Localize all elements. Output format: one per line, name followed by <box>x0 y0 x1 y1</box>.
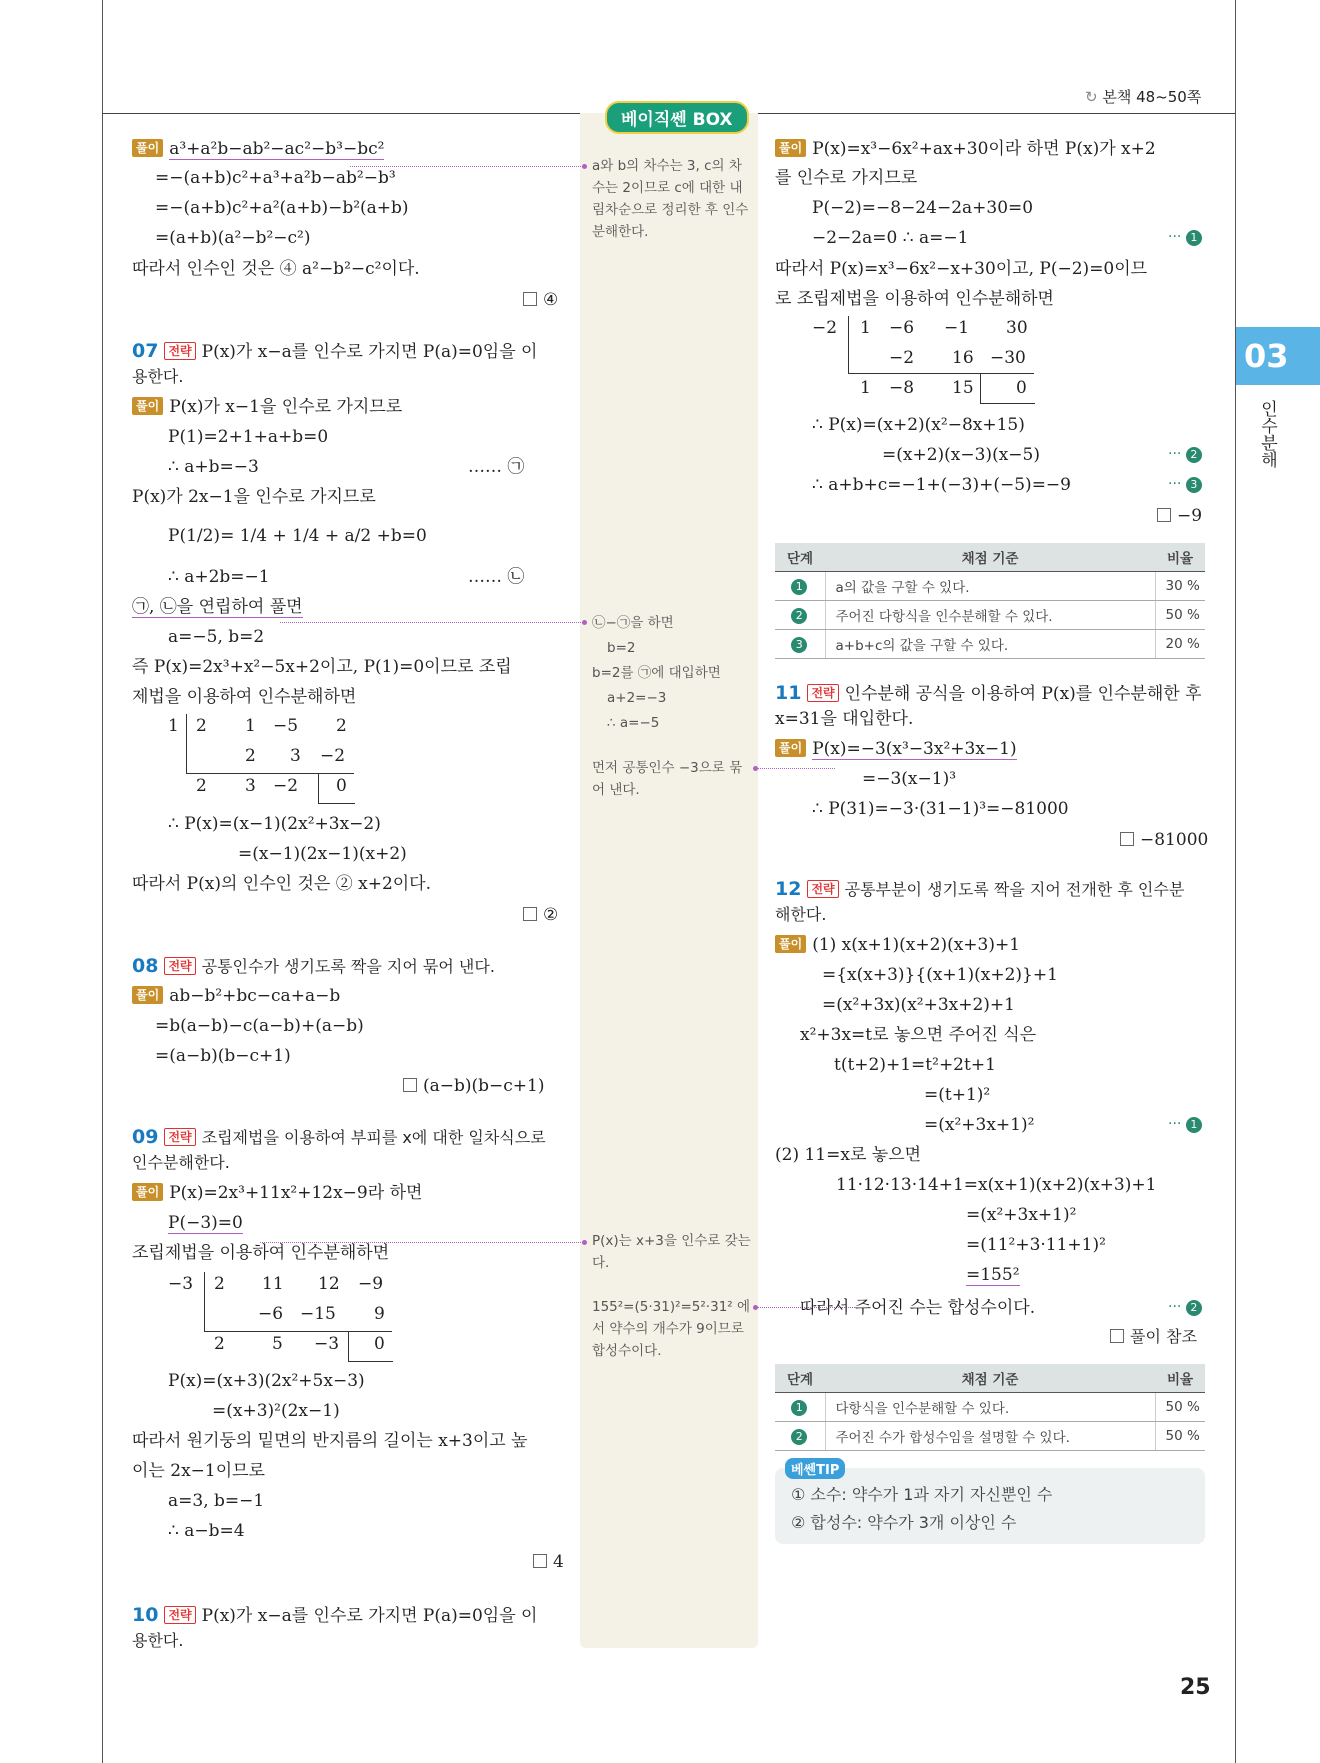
strategy-badge: 전략 <box>807 880 838 898</box>
step-circle: 2 <box>791 1429 807 1445</box>
q07-mark: …… ㉡ <box>468 567 525 587</box>
strategy-text: x=31을 대입한다. <box>775 709 914 729</box>
th: 단계 <box>775 543 825 572</box>
strategy-text: 인수분해 공식을 이용하여 P(x)를 인수분해한 후 <box>844 684 1202 704</box>
p06-line: a³+a²b−ab²−ac²−b³−bc² <box>169 139 385 159</box>
synth-cell: −9 <box>358 1274 384 1294</box>
q12-line: (1) x(x+1)(x+2)(x+3)+1 <box>812 935 1021 955</box>
q-number: 12 <box>775 878 802 900</box>
q07-line: P(1/2)= 1/4 + 1/4 + a/2 +b=0 <box>168 526 427 546</box>
q12-line: =(x²+3x+1)² <box>924 1115 1035 1135</box>
q09-line: 이는 2x−1이므로 <box>132 1461 265 1481</box>
synth-cell: −2 <box>273 776 299 796</box>
answer-icon <box>1157 508 1171 522</box>
sol-badge: 풀이 <box>775 739 806 757</box>
scoring-table-12 <box>775 1364 1205 1451</box>
q10-line: ∴ a+b+c=−1+(−3)+(−5)=−9 <box>812 475 1071 495</box>
step-mark: ··· 1 <box>1168 1116 1202 1133</box>
answer-text: ② <box>543 905 559 925</box>
synth-cell: 1 <box>860 318 871 338</box>
synth-cell: 16 <box>952 348 974 368</box>
td: 다항식을 인수분해할 수 있다. <box>825 1393 1155 1422</box>
th: 비율 <box>1155 543 1205 572</box>
connector-dot <box>753 1305 758 1310</box>
synth-cell: 3 <box>290 746 301 766</box>
step-mark: ··· 2 <box>1168 446 1202 463</box>
q12-line: 따라서 주어진 수는 합성수이다. <box>800 1298 1036 1318</box>
q07-line: a=−5, b=2 <box>168 627 265 647</box>
synth-root: −2 <box>812 318 838 338</box>
synth-cell: 3 <box>245 776 256 796</box>
box-note: a와 b의 차수는 3, c의 차수는 2이므로 c에 대한 내림차순으로 정리한 후 인수분해한다. <box>592 158 749 240</box>
strategy-badge: 전략 <box>807 684 838 702</box>
answer <box>523 289 558 311</box>
answer-text: −9 <box>1177 506 1203 526</box>
td: a의 값을 구할 수 있다. <box>825 572 1155 601</box>
q09-line: ∴ a−b=4 <box>168 1521 245 1541</box>
strategy-badge: 전략 <box>164 342 195 360</box>
q12-line: =155² <box>966 1265 1020 1285</box>
answer-icon <box>523 292 537 306</box>
q07-mark: …… ㉠ <box>468 457 525 477</box>
q09-line: P(x)=(x+3)(2x²+5x−3) <box>168 1371 365 1391</box>
answer-icon <box>1120 832 1134 846</box>
answer-icon <box>523 907 537 921</box>
box-note: b=2 <box>607 640 636 656</box>
answer <box>1110 1326 1197 1348</box>
synth-cell: −3 <box>314 1334 340 1354</box>
box-title: 베이직쎈 BOX <box>605 101 749 134</box>
sol-badge: 풀이 <box>132 986 163 1004</box>
synth-cell: −6 <box>258 1304 284 1324</box>
right-margin-line <box>1235 0 1236 1763</box>
synth-cell: 2 <box>336 716 347 736</box>
answer <box>523 904 558 926</box>
sol-badge: 풀이 <box>132 397 163 415</box>
q10-line: ∴ P(x)=(x+2)(x²−8x+15) <box>812 415 1025 435</box>
synth-remainder-box <box>348 1331 393 1362</box>
ref-icon: ↻ <box>1085 88 1098 106</box>
tip-box <box>775 1463 1205 1544</box>
connector <box>280 622 585 623</box>
q07-line: P(x)가 2x−1을 인수로 가지므로 <box>132 487 376 507</box>
basic-box-panel <box>580 113 758 1648</box>
strategy-text: P(x)가 x−a를 인수로 가지면 P(a)=0임을 이 <box>201 342 538 362</box>
book-ref <box>1085 86 1201 107</box>
q10-line: P(−2)=−8−24−2a+30=0 <box>812 198 1034 218</box>
synth-root: −3 <box>168 1274 194 1294</box>
synth-cell: 0 <box>336 776 347 796</box>
q-number: 10 <box>132 1604 159 1626</box>
synth-cell: −2 <box>320 746 346 766</box>
connector <box>755 768 835 769</box>
connector <box>350 166 585 167</box>
q07-line: P(x)가 x−1을 인수로 가지므로 <box>169 397 403 417</box>
synth-root: 1 <box>168 716 179 736</box>
td: 주어진 다항식을 인수분해할 수 있다. <box>825 601 1155 630</box>
synth-cell: −6 <box>889 318 915 338</box>
ref-text: 본책 48~50쪽 <box>1102 88 1202 106</box>
answer-icon <box>533 1554 547 1568</box>
synth-cell: 1 <box>245 716 256 736</box>
answer <box>403 1075 545 1097</box>
tip-line: ② 합성수: 약수가 3개 이상인 수 <box>791 1513 1017 1532</box>
sol-badge: 풀이 <box>775 139 806 157</box>
chapter-title: 인수분해 <box>1257 400 1277 468</box>
answer <box>1120 829 1208 851</box>
q11-line: ∴ P(31)=−3·(31−1)³=−81000 <box>812 799 1069 819</box>
th: 단계 <box>775 1364 825 1393</box>
synth-cell: 15 <box>952 378 974 398</box>
q12-line: 11·12·13·14+1=x(x+1)(x+2)(x+3)+1 <box>836 1175 1157 1195</box>
box-note: a+2=−3 <box>607 690 667 706</box>
q10-line: 따라서 P(x)=x³−6x²−x+30이고, P(−2)=0이므 <box>775 259 1148 279</box>
connector <box>260 1242 585 1243</box>
synth-cell: 2 <box>245 746 256 766</box>
q09-line: a=3, b=−1 <box>168 1491 265 1511</box>
p06-line: =−(a+b)c²+a³+a²b−ab²−b³ <box>155 168 396 188</box>
q12-line: =(11²+3·11+1)² <box>966 1235 1106 1255</box>
q09-line: 조립제법을 이용하여 인수분해하면 <box>132 1243 390 1263</box>
step-mark: ··· 3 <box>1168 476 1202 493</box>
td: 주어진 수가 합성수임을 설명할 수 있다. <box>825 1422 1155 1451</box>
box-note: P(x)는 x+3을 인수로 갖는다. <box>592 1233 751 1271</box>
q-number: 08 <box>132 955 159 977</box>
strategy-text: 조립제법을 이용하여 부피를 x에 대한 일차식으로 <box>201 1128 546 1147</box>
step-circle: 2 <box>791 608 807 624</box>
q10-line: P(x)=x³−6x²+ax+30이라 하면 P(x)가 x+2 <box>812 139 1156 159</box>
sol-badge: 풀이 <box>775 935 806 953</box>
answer <box>1157 505 1202 527</box>
synth-cell: −30 <box>990 348 1026 368</box>
step-circle: 1 <box>1186 230 1202 246</box>
q10-line: 를 인수로 가지므로 <box>775 168 918 188</box>
tip-title: 베쎈TIP <box>785 1458 845 1479</box>
chapter-tab: 03 <box>1236 327 1320 385</box>
q-number: 09 <box>132 1126 159 1148</box>
q09-line: =(x+3)²(2x−1) <box>212 1401 340 1421</box>
strategy-text: 공통인수가 생기도록 짝을 지어 묶어 낸다. <box>201 957 495 976</box>
q08-line: ab−b²+bc−ca+a−b <box>169 986 341 1006</box>
synth-cell: 9 <box>374 1304 385 1324</box>
q10-line: 로 조립제법을 이용하여 인수분해하면 <box>775 289 1054 309</box>
synth-cell: 11 <box>262 1274 284 1294</box>
q07-line: ∴ a+b=−3 <box>168 457 259 477</box>
q12-line: ={x(x+3)}{(x+1)(x+2)}+1 <box>822 965 1058 985</box>
q07-line: 따라서 P(x)의 인수인 것은 ② x+2이다. <box>132 874 432 894</box>
synth-cell: −2 <box>889 348 915 368</box>
synth-cell: 0 <box>374 1334 385 1354</box>
answer-icon <box>1110 1329 1124 1343</box>
page-number: 25 <box>1180 1675 1211 1700</box>
answer-icon <box>403 1078 417 1092</box>
q12-line: =(x²+3x+1)² <box>966 1205 1077 1225</box>
step-circle: 1 <box>1186 1117 1202 1133</box>
q07-line: ㉠, ㉡을 연립하여 풀면 <box>132 597 303 617</box>
q07-line: 즉 P(x)=2x³+x²−5x+2이고, P(1)=0이므로 조립 <box>132 657 512 677</box>
answer-text: −81000 <box>1140 830 1209 850</box>
th: 비율 <box>1155 1364 1205 1393</box>
synth-cell: 30 <box>1006 318 1028 338</box>
q11-line: =−3(x−1)³ <box>862 769 957 789</box>
strategy-text: P(x)가 x−a를 인수로 가지면 P(a)=0임을 이 <box>201 1606 538 1626</box>
q07-line: ∴ a+2b=−1 <box>168 567 270 587</box>
step-circle: 3 <box>1186 477 1202 493</box>
synth-vline <box>186 714 187 774</box>
connector-dot <box>582 164 587 169</box>
q07-line: ∴ P(x)=(x−1)(2x²+3x−2) <box>168 814 381 834</box>
q12-line: x²+3x=t로 놓으면 주어진 식은 <box>800 1025 1037 1045</box>
td: 20 % <box>1155 630 1205 659</box>
sol-badge: 풀이 <box>132 139 163 157</box>
answer-text: ④ <box>543 290 559 310</box>
synth-cell: 2 <box>214 1334 225 1354</box>
strategy-badge: 전략 <box>164 1128 195 1146</box>
synth-cell: 12 <box>318 1274 340 1294</box>
synth-cell: −15 <box>300 1304 336 1324</box>
step-mark: ··· 2 <box>1168 1299 1202 1316</box>
q12-line: =(t+1)² <box>924 1085 991 1105</box>
step-circle: 2 <box>1186 1300 1202 1316</box>
th: 채점 기준 <box>825 543 1155 572</box>
left-margin-line <box>102 0 103 1763</box>
strategy-badge: 전략 <box>164 957 195 975</box>
synth-cell: −1 <box>944 318 970 338</box>
q10-line: −2−2a=0 ∴ a=−1 <box>812 228 969 248</box>
q-number: 11 <box>775 682 802 704</box>
q07-line: P(1)=2+1+a+b=0 <box>168 427 329 447</box>
answer-text: (a−b)(b−c+1) <box>423 1076 545 1096</box>
synth-vline <box>848 316 849 374</box>
synth-cell: 2 <box>196 776 207 796</box>
th: 채점 기준 <box>825 1364 1155 1393</box>
q12-line: (2) 11=x로 놓으면 <box>775 1145 922 1165</box>
answer-text: 풀이 참조 <box>1130 1327 1197 1346</box>
answer <box>533 1551 564 1573</box>
q-number: 07 <box>132 340 159 362</box>
q12-line: t(t+2)+1=t²+2t+1 <box>834 1055 996 1075</box>
td: 50 % <box>1155 1393 1205 1422</box>
box-note: ∴ a=−5 <box>607 715 660 731</box>
strategy-badge: 전략 <box>164 1606 195 1624</box>
strategy-text: 인수분해한다. <box>132 1153 230 1172</box>
sol-badge: 풀이 <box>132 1183 163 1201</box>
q10-line: =(x+2)(x−3)(x−5) <box>882 445 1040 465</box>
q09-line: P(x)=2x³+11x²+12x−9라 하면 <box>169 1183 423 1203</box>
q07-line: 제법을 이용하여 인수분해하면 <box>132 687 357 707</box>
scoring-table-10 <box>775 543 1205 659</box>
p06-line: =−(a+b)c²+a²(a+b)−b²(a+b) <box>155 198 409 218</box>
synth-cell: 1 <box>860 378 871 398</box>
step-circle: 1 <box>791 1400 807 1416</box>
q12-line: =(x²+3x)(x²+3x+2)+1 <box>822 995 1015 1015</box>
strategy-text: 공통부분이 생기도록 짝을 지어 전개한 후 인수분 <box>844 880 1185 899</box>
q08-line: =b(a−b)−c(a−b)+(a−b) <box>155 1016 364 1036</box>
box-note: b=2를 ㉠에 대입하면 <box>592 665 721 681</box>
synth-cell: −8 <box>889 378 915 398</box>
synth-cell: 2 <box>214 1274 225 1294</box>
step-circle: 3 <box>791 637 807 653</box>
td: a+b+c의 값을 구할 수 있다. <box>825 630 1155 659</box>
q09-line: 따라서 원기둥의 밑면의 반지름의 길이는 x+3이고 높 <box>132 1431 528 1451</box>
synth-cell: 0 <box>1016 378 1027 398</box>
box-note: 155²=(5·31)²=5²·31² 에서 약수의 개수가 9이므로 합성수이다. <box>592 1299 751 1359</box>
synth-cell: 2 <box>196 716 207 736</box>
strategy-text: 용한다. <box>132 1631 184 1650</box>
q09-line: P(−3)=0 <box>168 1213 243 1233</box>
p06-line: =(a+b)(a²−b²−c²) <box>155 228 311 248</box>
q08-line: =(a−b)(b−c+1) <box>155 1046 291 1066</box>
synth-vline <box>204 1272 205 1332</box>
p06-line: 따라서 인수인 것은 ④ a²−b²−c²이다. <box>132 259 420 279</box>
q11-line: P(x)=−3(x³−3x²+3x−1) <box>812 739 1017 759</box>
step-circle: 1 <box>791 579 807 595</box>
strategy-text: 해한다. <box>775 905 827 924</box>
synth-cell: 5 <box>272 1334 283 1354</box>
answer-text: 4 <box>553 1552 564 1572</box>
box-note: ㉡−㉠을 하면 <box>592 615 674 631</box>
step-mark: ··· 1 <box>1168 229 1202 246</box>
step-circle: 2 <box>1186 447 1202 463</box>
connector-dot <box>582 1240 587 1245</box>
q07-line: =(x−1)(2x−1)(x+2) <box>238 844 407 864</box>
strategy-text: 용한다. <box>132 367 184 386</box>
box-note: 먼저 공통인수 −3으로 묶어 낸다. <box>592 760 743 798</box>
tip-line: ① 소수: 약수가 1과 자기 자신뿐인 수 <box>791 1485 1053 1504</box>
td: 30 % <box>1155 572 1205 601</box>
connector-dot <box>753 766 758 771</box>
td: 50 % <box>1155 1422 1205 1451</box>
td: 50 % <box>1155 601 1205 630</box>
connector-dot <box>582 620 587 625</box>
synth-cell: −5 <box>273 716 299 736</box>
